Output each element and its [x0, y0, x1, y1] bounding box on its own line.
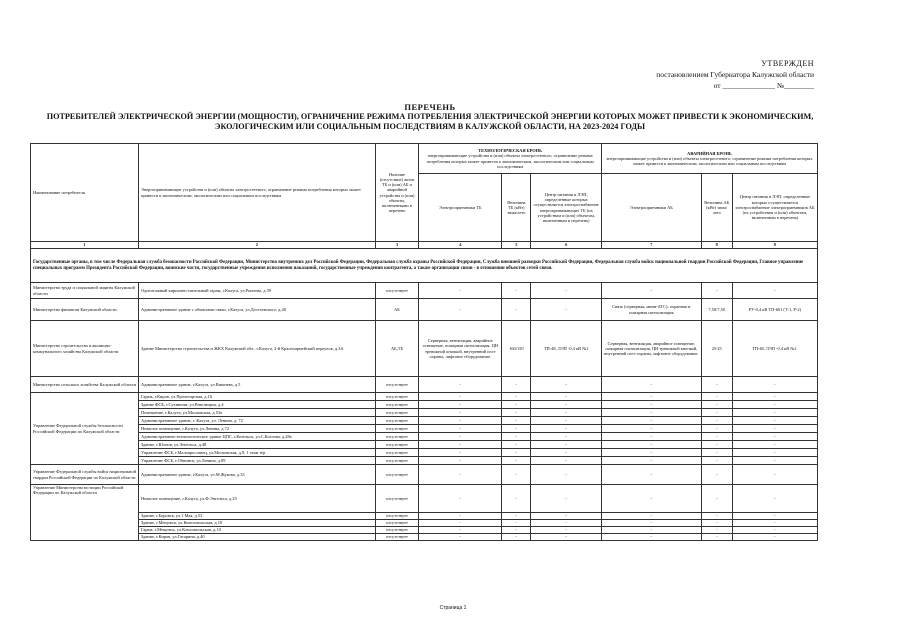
- dash-cell: -: [601, 433, 701, 441]
- dash-cell: -: [419, 457, 502, 465]
- dash-cell: -: [732, 433, 817, 441]
- dash-cell: -: [531, 425, 602, 433]
- presence-cell: отсутствует: [375, 534, 419, 541]
- emergency-value-cell: 7,50/7,50: [701, 299, 732, 321]
- device-cell: Нежилое помещение, г.Калуга, ул.Ленина, д.72: [138, 425, 375, 433]
- dash-cell: -: [531, 401, 602, 409]
- dash-cell: -: [601, 401, 701, 409]
- device-cell: Административное здание, г.Калуга, ул.Вишнева, д.5: [138, 377, 375, 393]
- dash-cell: -: [502, 441, 531, 449]
- table-row: [31, 299, 818, 321]
- table-row: [31, 527, 818, 534]
- dash-cell: -: [502, 457, 531, 465]
- dash-cell: -: [419, 520, 502, 527]
- consumer-name: Министерство строительства и жилищно-коммунального хозяйства Калужской области: [31, 321, 139, 377]
- dash-cell: -: [419, 441, 502, 449]
- dash-cell: -: [502, 433, 531, 441]
- tech-receivers-cell: -: [419, 299, 502, 321]
- table-row: [31, 283, 818, 299]
- dash-cell: -: [502, 527, 531, 534]
- dash-cell: -: [419, 393, 502, 401]
- table-row: [31, 425, 818, 433]
- emergency-value-cell: -: [701, 283, 732, 299]
- emergency-value-cell: -: [701, 377, 732, 393]
- dash-cell: -: [701, 449, 732, 457]
- dash-cell: -: [732, 513, 817, 520]
- tech-receivers-cell: -: [419, 377, 502, 393]
- dash-cell: -: [502, 401, 531, 409]
- dash-cell: -: [601, 527, 701, 534]
- presence-cell: отсутствует: [375, 433, 419, 441]
- device-cell: Одноэтажный кирпично-панельный гараж, г.Калуга, ул.Рылеева, д.39: [138, 283, 375, 299]
- dash-cell: -: [502, 425, 531, 433]
- dash-cell: -: [732, 527, 817, 534]
- table-row: [31, 409, 818, 417]
- dash-cell: -: [419, 527, 502, 534]
- table-row: [31, 465, 818, 485]
- header-emergency-group: [601, 144, 817, 174]
- device-cell: Здание, г.Боровск, ул.1 Мая, д.53: [138, 513, 375, 520]
- dash-cell: -: [531, 520, 602, 527]
- emergency-center-cell: -: [732, 283, 817, 299]
- approval-date: от ______________ №________: [713, 81, 814, 90]
- dash-cell: -: [531, 527, 602, 534]
- dash-cell: -: [419, 449, 502, 457]
- emergency-center-cell: -: [732, 377, 817, 393]
- page-number: Страница 1: [439, 605, 467, 611]
- dash-cell: -: [732, 425, 817, 433]
- dash-cell: -: [419, 417, 502, 425]
- dash-cell: -: [701, 393, 732, 401]
- table-row: [31, 520, 818, 527]
- device-cell: Здание ФСБ, г.Сухиничи, ул.Революции, д.4: [138, 401, 375, 409]
- dash-cell: -: [419, 485, 502, 513]
- dash-cell: -: [531, 449, 602, 457]
- dash-cell: -: [732, 409, 817, 417]
- presence-cell: отсутствует: [375, 465, 419, 485]
- header-emergency-receivers: Электроприемники АБ: [601, 174, 701, 242]
- table-row: [31, 449, 818, 457]
- col-number: 7: [601, 242, 701, 249]
- dash-cell: -: [732, 393, 817, 401]
- dash-cell: -: [701, 527, 732, 534]
- emergency-receivers-cell: Серверная, вентиляция, аварийное освещение, пожарная сигнализация, ЦН тревожной кнопкой, внутренний пост охраны, лифтовое оборудование.: [601, 321, 701, 377]
- consumer-name: Управление Федеральной службы войск национальной гвардии Российской Федерации по Калужской области: [31, 465, 139, 485]
- tech-receivers-cell: Серверная, вентиляция, аварийное освещение, пожарная сигнализация, ЦН тревожной кнопкой, внутренний пост охраны, лифтовое оборудование.: [419, 321, 502, 377]
- emergency-receivers-cell: Связь (серверная, мини-АТС); охранная и пожарная сигнализация: [601, 299, 701, 321]
- dash-cell: -: [502, 465, 531, 485]
- table-row: [31, 401, 818, 409]
- dash-cell: -: [732, 457, 817, 465]
- col-number: 6: [531, 242, 602, 249]
- dash-cell: -: [701, 425, 732, 433]
- device-cell: Гараж, г.Мещовск, ул.Комсомольская, д.10: [138, 527, 375, 534]
- tech-center-cell: -: [531, 377, 602, 393]
- col-number: 5: [502, 242, 531, 249]
- presence-cell: отсутствует: [375, 283, 419, 299]
- approval-decree: постановлением Губернатора Калужской области: [656, 70, 814, 79]
- consumer-name: Управление Министерства юстиции Российской Федерации по Калужской области: [31, 485, 139, 541]
- col-number: 4: [419, 242, 502, 249]
- dash-cell: -: [701, 457, 732, 465]
- presence-cell: отсутствует: [375, 527, 419, 534]
- consumer-name: Министерство сельского хозяйства Калужской области: [31, 377, 139, 393]
- dash-cell: -: [701, 485, 732, 513]
- dash-cell: -: [601, 449, 701, 457]
- dash-cell: -: [601, 417, 701, 425]
- presence-cell: отсутствует: [375, 441, 419, 449]
- document-title: [30, 102, 830, 132]
- dash-cell: -: [601, 513, 701, 520]
- dash-cell: -: [732, 520, 817, 527]
- dash-cell: -: [601, 409, 701, 417]
- col-number: 3: [375, 242, 419, 249]
- col-number: 2: [138, 242, 375, 249]
- device-cell: Административное здание, г.Калуга, ул.М.Жукова, д.33: [138, 465, 375, 485]
- device-cell: Гараж, г.Киров, ул.Пролетарская, д.16: [138, 393, 375, 401]
- dash-cell: -: [419, 425, 502, 433]
- header-tech-value: Величина ТБ (кВт) зима/лето: [502, 174, 531, 242]
- emergency-center-cell: РУ-0,4 кВ ТП-601 (Т-1, Р-2): [732, 299, 817, 321]
- approval-title: УТВЕРЖДЕН: [761, 59, 814, 68]
- table-row: [31, 377, 818, 393]
- presence-cell: отсутствует: [375, 425, 419, 433]
- tech-value-cell: -: [502, 283, 531, 299]
- tech-group-sub: энергопринимающие устройства и (или) объекты электросетевого, ограничение режима потребления которых может привести к экономическим, экологическим или социальным последствиям: [426, 153, 594, 169]
- col-number: 9: [732, 242, 817, 249]
- emergency-value-cell: 25/25: [701, 321, 732, 377]
- emergency-group-sub: энергопринимающие устройства и (или) объекты электросетевого, ограничение режима потребления которых может привести к экономическим, экологическим или социальным последствиям: [606, 155, 813, 167]
- table-row: [31, 441, 818, 449]
- dash-cell: -: [732, 449, 817, 457]
- dash-cell: -: [531, 485, 602, 513]
- dash-cell: -: [601, 457, 701, 465]
- device-cell: Управление ФСБ, г.Обнинск, ул.Ленина, д.89: [138, 457, 375, 465]
- dash-cell: -: [601, 425, 701, 433]
- device-cell: Нежилое помещение, г.Калуга, ул.Ф.Энгельса, д.25: [138, 485, 375, 513]
- dash-cell: -: [601, 485, 701, 513]
- dash-cell: -: [701, 401, 732, 409]
- title-line-2: ПОТРЕБИТЕЛЕЙ ЭЛЕКТРИЧЕСКОЙ ЭНЕРГИИ (МОЩНОСТИ), ОГРАНИЧЕНИЕ РЕЖИМА ПОТРЕБЛЕНИЯ ЭЛЕКТРИЧЕСКОЙ ЭНЕРГИИ КОТОРЫХ МОЖЕТ ПРИВЕСТИ К ЭКОНОМИЧЕСКИМ,: [46, 112, 814, 121]
- header-emergency-center: Центр питания и ЛЭП, определенные которых осуществляется электроснабжение электроприемников АБ (их устройствам и (или) объектам, включенным в перечень): [732, 174, 817, 242]
- dash-cell: -: [701, 513, 732, 520]
- device-cell: Помещение, г.Калуга, ул.Московская, д.53а: [138, 409, 375, 417]
- device-cell: Здание Министерства строительства и ЖКХ Калужской обл., г.Калуга, 2-й Красноармейский переулок, д.3А: [138, 321, 375, 377]
- dash-cell: -: [732, 534, 817, 541]
- tech-value-cell: -: [502, 377, 531, 393]
- dash-cell: -: [502, 449, 531, 457]
- header-tech-group: [419, 144, 602, 174]
- device-cell: Управление ФСБ, г.Малоярославец, ул.Московская, д.9, 1 этаж н/р: [138, 449, 375, 457]
- table-row: [31, 321, 818, 377]
- dash-cell: -: [419, 465, 502, 485]
- dash-cell: -: [502, 534, 531, 541]
- table-row: [31, 534, 818, 541]
- dash-cell: -: [502, 417, 531, 425]
- dash-cell: -: [701, 433, 732, 441]
- presence-cell: отсутствует: [375, 449, 419, 457]
- header-devices: Энергопринимающие устройства и (или) объекты электросетевого, ограничение режима потребления которых может привести к экономическим, экологическим или социальным последствиям: [138, 144, 375, 242]
- emergency-receivers-cell: -: [601, 283, 701, 299]
- header-emergency-value: Величина АБ (кВт) зима/лето: [701, 174, 732, 242]
- presence-cell: отсутствует: [375, 513, 419, 520]
- presence-cell: отсутствует: [375, 457, 419, 465]
- device-cell: Административное здание с объектами связи, г.Калуга, ул.Достоевского, д.48: [138, 299, 375, 321]
- title-line-3: ЭКОЛОГИЧЕСКИМ ИЛИ СОЦИАЛЬНЫМ ПОСЛЕДСТВИЯМ В КАЛУЖСКОЙ ОБЛАСТИ, НА 2023-2024 ГОДЫ: [214, 122, 646, 131]
- presence-cell: отсутствует: [375, 401, 419, 409]
- dash-cell: -: [732, 401, 817, 409]
- dash-cell: -: [732, 417, 817, 425]
- dash-cell: -: [531, 417, 602, 425]
- dash-cell: -: [502, 485, 531, 513]
- dash-cell: -: [601, 393, 701, 401]
- dash-cell: -: [419, 401, 502, 409]
- presence-cell: АБ: [375, 299, 419, 321]
- table-row: [31, 457, 818, 465]
- dash-cell: -: [419, 433, 502, 441]
- dash-cell: -: [601, 534, 701, 541]
- dash-cell: -: [531, 409, 602, 417]
- header-name: Наименование потребителя: [31, 144, 139, 242]
- col-number: 8: [701, 242, 732, 249]
- presence-cell: отсутствует: [375, 393, 419, 401]
- header-tech-center: Центр питания и ЛЭП, определенные которых осуществляется электроснабжение энергопринимающих ТБ (их устройствам и (или) объектам, включенным в перечень): [531, 174, 602, 242]
- table-row: [31, 417, 818, 425]
- consumers-table: [30, 143, 818, 541]
- presence-cell: отсутствует: [375, 485, 419, 513]
- dash-cell: -: [701, 534, 732, 541]
- device-cell: Здание, г.Юхнов, ул.Энгельса, д.48: [138, 441, 375, 449]
- device-cell: Здание, г.Киров, ул.Гагарина, д.40: [138, 534, 375, 541]
- dash-cell: -: [601, 465, 701, 485]
- dash-cell: -: [531, 457, 602, 465]
- table-row: [31, 513, 818, 520]
- tech-value-cell: 160/150: [502, 321, 531, 377]
- dash-cell: -: [732, 465, 817, 485]
- dash-cell: -: [531, 433, 602, 441]
- dash-cell: -: [531, 441, 602, 449]
- dash-cell: -: [502, 409, 531, 417]
- dash-cell: -: [701, 417, 732, 425]
- emergency-group-title: АВАРИЙНАЯ БРОНЬ: [687, 150, 732, 156]
- dash-cell: -: [502, 520, 531, 527]
- dash-cell: -: [601, 441, 701, 449]
- dash-cell: -: [701, 520, 732, 527]
- dash-cell: -: [701, 465, 732, 485]
- emergency-center-cell: ТП-48, ЛЭП -0,4 кВ №1.: [732, 321, 817, 377]
- dash-cell: -: [419, 409, 502, 417]
- approval-block: [656, 58, 814, 91]
- header-tech-receivers: Электроприемники ТБ: [419, 174, 502, 242]
- header-presence: Наличие (отсутствие) актов ТБ и (или) АБ и аварийной устройства и (или) объекты, включенными в перечень: [375, 144, 419, 242]
- tech-center-cell: -: [531, 283, 602, 299]
- table-row: [31, 393, 818, 401]
- dash-cell: -: [419, 534, 502, 541]
- device-cell: Здание, г.Мещовск, ул.Комсомольская, д.10: [138, 520, 375, 527]
- dash-cell: -: [419, 513, 502, 520]
- presence-cell: отсутствует: [375, 377, 419, 393]
- table-row: [31, 485, 818, 513]
- dash-cell: -: [531, 513, 602, 520]
- dash-cell: -: [601, 520, 701, 527]
- device-cell: Административное здание, г. Калуга, ул. Ленина, д. 72: [138, 417, 375, 425]
- tech-center-cell: -: [531, 299, 602, 321]
- presence-cell: отсутствует: [375, 417, 419, 425]
- dash-cell: -: [502, 393, 531, 401]
- consumer-name: Министерство труда и социальной защиты Калужской области: [31, 283, 139, 299]
- tech-receivers-cell: -: [419, 283, 502, 299]
- dash-cell: -: [502, 513, 531, 520]
- col-number: 1: [31, 242, 139, 249]
- dash-cell: -: [531, 465, 602, 485]
- consumer-name: Министерство финансов Калужской области: [31, 299, 139, 321]
- tech-group-title: ТЕХНОЛОГИЧЕСКАЯ БРОНЬ: [478, 148, 543, 154]
- tech-center-cell: ТП-48, ЛЭП -0,4 кВ №1: [531, 321, 602, 377]
- tech-value-cell: -: [502, 299, 531, 321]
- presence-cell: АБ,ТБ: [375, 321, 419, 377]
- emergency-receivers-cell: -: [601, 377, 701, 393]
- title-heading: ПЕРЕЧЕНЬ: [404, 102, 456, 112]
- dash-cell: -: [531, 534, 602, 541]
- presence-cell: отсутствует: [375, 409, 419, 417]
- table-row: [31, 433, 818, 441]
- dash-cell: -: [701, 441, 732, 449]
- dash-cell: -: [701, 409, 732, 417]
- dash-cell: -: [732, 441, 817, 449]
- dash-cell: -: [732, 485, 817, 513]
- consumer-name: Управление Федеральной службы безопасности Российской Федерации по Калужской области: [31, 393, 139, 465]
- presence-cell: отсутствует: [375, 520, 419, 527]
- dash-cell: -: [531, 393, 602, 401]
- section-heading: Государственные органы, в том числе Федеральная служба безопасности Российской Федерации, Министерство внутренних дел Российской Федерации, Федеральная служба охраны Российской Федерации, Служба внешней разведки Российской Федерации, Федеральная служба войск национальной гвардии Российской Федерации, Главное управление специальных программ Президента Российской Федерации, воинские части, государственные учреждения исполнения наказаний, государственные учреждения контрагента, а также организации связи - в отношении объектов сетей связи.: [31, 249, 818, 283]
- device-cell: Административно-технологическое здание ЦПС, г.Козельск, ул.С.Козлова, д.28а: [138, 433, 375, 441]
